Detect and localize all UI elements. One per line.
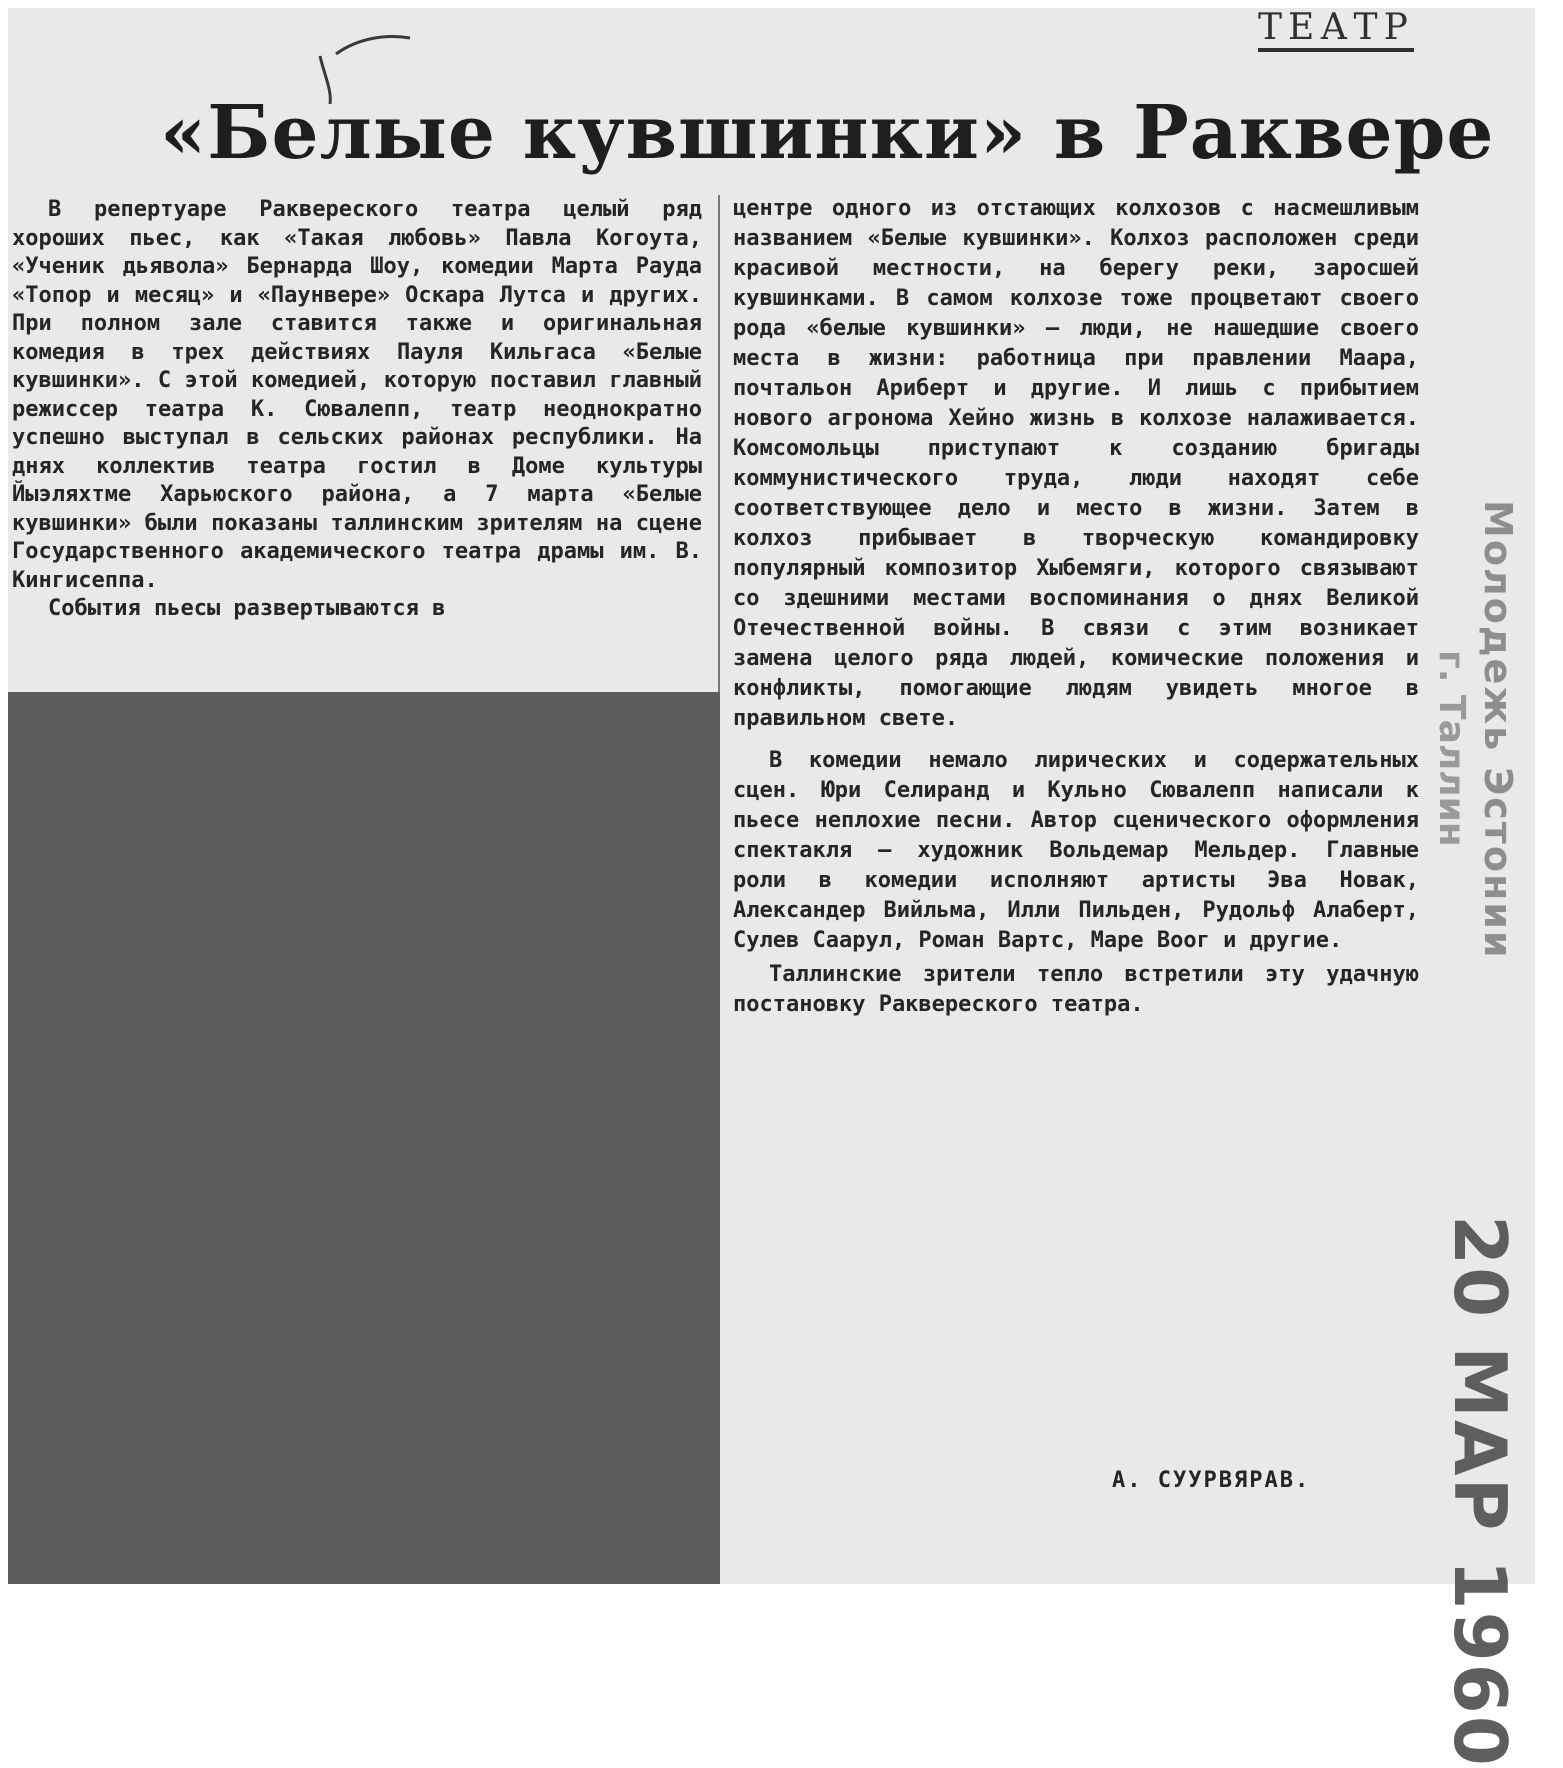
right-paragraph: В комедии немало лирических и содержательных сцен. Юри Селиранд и Кульно Сювалепп написали к пьесе неплохие песни. Автор сценического оформления спектакля — художник Вольдемар Мельдер. Главные роли в комедии исполняют артисты Эва Новак, Александер Вийльма, Илли Пильден, Рудольф Алаберт, Сулев Саарул, Роман Вартс, Маре Воог и другие. — [733, 748, 1419, 953]
right-paragraph: центре одного из отстающих колхозов с насмешливым названием «Белые кувшинки». Колхоз расположен среди красивой местности, на берегу реки, заросшей кувшинками. В самом колхозе тоже процветают своего рода «белые кувшинки» — люди, не нашедшие своего места в жизни: работница при правлении Маара, почтальон Ариберт и другие. И лишь с прибытием нового агронома Хейно жизнь в колхозе налаживается. Комсомольцы приступают к созданию бригады коммунистического труда, люди находят себе соответствующее дело и место в жизни. Затем в колхоз прибывает в творческую командировку популярный композитор Хыбемяги, которого связывают со здешними местами воспоминания о днях Великой Отечественной войны. В связи с этим возникает замена целого ряда людей, комические положения и конфликты, помогающие людям увидеть многое в правильном свете. — [733, 196, 1419, 731]
section-label: ТЕАТР — [1258, 8, 1414, 52]
author-signature: А. СУУРВЯРАВ. — [1112, 1468, 1311, 1493]
stamp-date: 20 МАР 1960 — [1438, 1215, 1522, 1768]
background-gray-block — [8, 692, 720, 1584]
right-paragraph: Таллинские зрители тепло встретили эту удачную постановку Ракверeского театра. — [733, 962, 1419, 1017]
stamp-city: г. Таллин — [1431, 650, 1472, 847]
stamp-newspaper-name: Молодежь Эстонии — [1476, 500, 1520, 960]
article-headline: «Белые кувшинки» в Раквере — [160, 90, 1495, 176]
article-right-column — [733, 194, 1419, 1020]
left-paragraph: В репертуаре Ракверeского театра целый ряд хороших пьес, как «Такая любовь» Павла Когоута, «Ученик дьявола» Бернарда Шоу, комедии Марта Рауда «Топор и месяц» и «Паунвере» Оскара Лутса и других. При полном зале ставится также и оригинальная комедия в трех действиях Пауля Кильгаса «Белые кувшинки». С этой комедией, которую поставил главный режиссер театра К. Сювалепп, театр неоднократно успешно выступал в сельских районах республики. На днях коллектив театра гостил в Доме культуры Йыэляхтме Харьюского района, а 7 марта «Белые кувшинки» были показаны таллинским зрителям на сцене Государственного академического театра драмы им. В. Кингисеппа. — [12, 197, 702, 593]
archive-date-stamp — [1430, 500, 1530, 1768]
column-divider — [718, 195, 720, 692]
article-left-column — [12, 196, 702, 688]
left-paragraph: События пьесы развертываются в — [48, 596, 446, 621]
